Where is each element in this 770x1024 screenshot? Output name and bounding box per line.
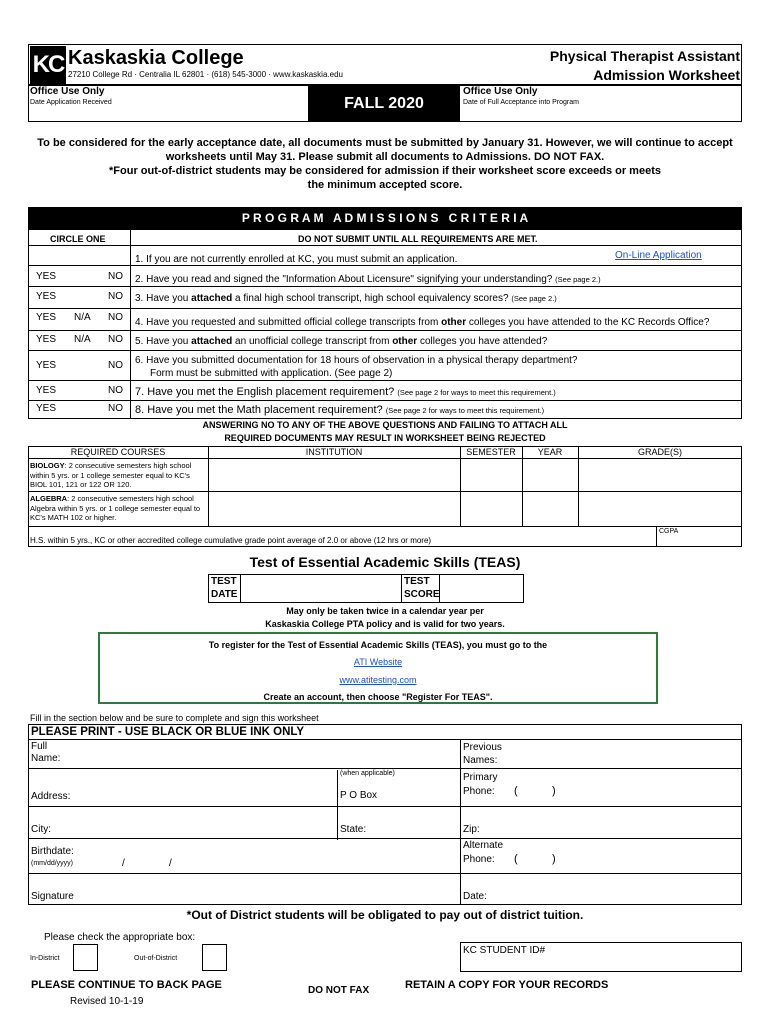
q6-no[interactable]: NO — [108, 360, 123, 371]
office-use-left-label: Office Use Only — [30, 86, 105, 97]
question-4: 4. Have you requested and submitted official college transcripts from other colleges you have attended to the KC Records Office? — [135, 317, 710, 328]
q7-yes[interactable]: YES — [36, 385, 57, 396]
q8-yes[interactable]: YES — [36, 403, 57, 414]
out-of-district-notice: *Out of District students will be obligated to pay out of district tuition. — [186, 908, 584, 922]
question-2: 2. Have you read and signed the "Information About Licensure" signifying your understanding? (See page 2.) — [135, 274, 601, 285]
primary-phone-label-1: Primary — [463, 772, 498, 783]
do-not-submit-header: DO NOT SUBMIT UNTIL ALL REQUIREMENTS ARE MET. — [298, 234, 538, 244]
po-box-label: P O Box — [340, 790, 378, 801]
circle-one-header: CIRCLE ONE — [50, 234, 106, 244]
question-6-line-2: Form must be submitted with application. (See page 2) — [150, 368, 393, 379]
q5-no[interactable]: NO — [108, 334, 123, 345]
question-1: 1. If you are not currently enrolled at KC, you must submit an application. — [135, 254, 458, 265]
form-title-1: Physical Therapist Assistant — [549, 48, 740, 64]
q4-yes[interactable]: YES — [36, 312, 57, 323]
out-of-district-checkbox[interactable] — [202, 944, 227, 971]
ati-website-link[interactable]: ATI Website — [353, 657, 403, 667]
primary-phone-paren-open: ( — [514, 785, 518, 797]
signature-label: Signature — [31, 891, 74, 902]
birthdate-input[interactable] — [90, 840, 458, 872]
ati-url-link[interactable]: www.atitesting.com — [339, 675, 417, 685]
state-input[interactable] — [370, 808, 458, 837]
student-id-label: KC STUDENT ID# — [463, 945, 546, 956]
q6-yes[interactable]: YES — [36, 360, 57, 371]
in-district-checkbox[interactable] — [73, 944, 98, 971]
q5-yes[interactable]: YES — [36, 334, 57, 345]
criteria-banner: P R O G R A M A D M I S S I O N S C R I T E R I A — [28, 207, 742, 229]
revised-date: Revised 10-1-19 — [70, 996, 144, 1007]
intro-line-2: worksheets until May 31. Please submit all documents to Admissions. DO NOT FAX. — [165, 151, 605, 163]
when-applicable-note: (when applicable) — [340, 770, 395, 777]
previous-names-input[interactable] — [505, 740, 740, 767]
question-3: 3. Have you attached a final high school transcript, high school equivalency scores? (See page 2.) — [135, 293, 557, 304]
alternate-phone-label-2: Phone: — [463, 854, 495, 865]
full-name-label-1: Full — [31, 741, 48, 752]
city-input[interactable] — [60, 808, 335, 837]
birthdate-slash-1: / — [122, 858, 125, 869]
zip-label: Zip: — [463, 824, 480, 835]
continue-back-page: PLEASE CONTINUE TO BACK PAGE — [31, 979, 222, 991]
test-score-label-1: TEST — [404, 576, 430, 587]
college-address: 27210 College Rd · Centralia IL 62801 · (618) 545-3000 · www.kaskaskia.edu — [68, 70, 343, 79]
college-name: Kaskaskia College — [68, 47, 244, 69]
col-grades: GRADE(S) — [637, 447, 682, 457]
algebra-requirement: ALGEBRA: 2 consecutive semesters high school Algebra within 5 yrs. or 1 college semester equal to KC's MATH 102 or higher. — [30, 494, 201, 522]
q4-na[interactable]: N/A — [74, 312, 91, 323]
alternate-phone-paren-open: ( — [514, 853, 518, 865]
q8-no[interactable]: NO — [108, 403, 123, 414]
date-received-field[interactable]: Date Application Received — [30, 99, 112, 106]
in-district-label: In-District — [30, 955, 60, 962]
birthdate-format: (mm/dd/yyyy) — [31, 860, 73, 867]
ati-website-row — [98, 657, 658, 667]
q4-no[interactable]: NO — [108, 312, 123, 323]
gpa-requirement: H.S. within 5 yrs., KC or other accredited college cumulative grade point average of 2.0 or above (12 hrs or more) — [30, 536, 432, 545]
date-label: Date: — [463, 891, 487, 902]
teas-title: Test of Essential Academic Skills (TEAS) — [249, 554, 521, 570]
previous-names-label-2: Names: — [463, 755, 498, 766]
q3-no[interactable]: NO — [108, 291, 123, 302]
birthdate-slash-2: / — [169, 858, 172, 869]
col-institution: INSTITUTION — [305, 447, 363, 457]
do-not-fax: DO NOT FAX — [308, 985, 370, 996]
question-7: 7. Have you met the English placement requirement? (See page 2 for ways to meet this requirement.) — [135, 386, 556, 398]
check-box-instructions: Please check the appropriate box: — [44, 932, 196, 943]
question-6-line-1: 6. Have you submitted documentation for 18 hours of observation in a physical therapy department? — [135, 355, 578, 366]
primary-phone-label-2: Phone: — [463, 786, 495, 797]
print-instructions: PLEASE PRINT - USE BLACK OR BLUE INK ONLY — [31, 726, 305, 738]
warning-line-1: ANSWERING NO TO ANY OF THE ABOVE QUESTIONS AND FAILING TO ATTACH ALL — [202, 420, 568, 430]
previous-names-label-1: Previous — [463, 742, 502, 753]
test-score-label-2: SCORE — [404, 589, 440, 600]
birthdate-label: Birthdate: — [31, 846, 74, 857]
q5-na[interactable]: N/A — [74, 334, 91, 345]
q7-no[interactable]: NO — [108, 385, 123, 396]
primary-phone-input[interactable] — [505, 770, 740, 805]
q3-yes[interactable]: YES — [36, 291, 57, 302]
fill-instructions: Fill in the section below and be sure to complete and sign this worksheet — [30, 713, 319, 723]
retain-copy: RETAIN A COPY FOR YOUR RECORDS — [405, 979, 609, 991]
alternate-phone-paren-close: ) — [552, 853, 556, 865]
biology-requirement: BIOLOGY: 2 consecutive semesters high school within 5 yrs. or 1 college semester equal to KC's BIOL 101, 121 or 122 OR 120. — [30, 461, 192, 489]
warning-line-2: REQUIRED DOCUMENTS MAY RESULT IN WORKSHEET BEING REJECTED — [224, 433, 546, 443]
ati-url-row — [98, 675, 658, 685]
date-input[interactable] — [492, 875, 740, 904]
col-semester: SEMESTER — [466, 447, 516, 457]
test-date-label-2: DATE — [211, 589, 238, 600]
term-banner: FALL 2020 — [308, 84, 460, 122]
teas-create-account: Create an account, then choose "Register For TEAS". — [263, 692, 493, 702]
col-year: YEAR — [537, 447, 563, 457]
date-acceptance-field[interactable]: Date of Full Acceptance into Program — [463, 99, 579, 106]
intro-line-3: *Four out-of-district students may be considered for admission if their worksheet score exceeds or meets — [109, 165, 661, 177]
question-5: 5. Have you attached an unofficial college transcript from other colleges you have attended? — [135, 336, 548, 347]
teas-note-1: May only be taken twice in a calendar year per — [286, 606, 484, 616]
kc-logo: KC — [30, 46, 66, 84]
intro-line-4: the minimum accepted score. — [307, 179, 463, 191]
q2-yes[interactable]: YES — [36, 271, 57, 282]
test-date-input[interactable] — [241, 575, 400, 602]
test-score-input[interactable] — [440, 575, 523, 602]
zip-input[interactable] — [485, 808, 740, 837]
city-label: City: — [31, 824, 51, 835]
primary-phone-paren-close: ) — [552, 785, 556, 797]
full-name-input[interactable] — [70, 740, 458, 767]
address-label: Address: — [31, 791, 71, 802]
intro-line-1: To be considered for the early acceptance date, all documents must be submitted by January 31. However, we will continue to accept — [37, 137, 733, 149]
alternate-phone-label-1: Alternate — [463, 840, 504, 851]
teas-register-text: To register for the Test of Essential Academic Skills (TEAS), you must go to the — [208, 640, 548, 650]
q2-no[interactable]: NO — [108, 271, 123, 282]
teas-note-2: Kaskaskia College PTA policy and is valid for two years. — [265, 619, 505, 629]
question-8: 8. Have you met the Math placement requirement? (See page 2 for ways to meet this requirement.) — [135, 404, 545, 416]
signature-input[interactable] — [80, 875, 458, 904]
cgpa-field[interactable]: CGPA — [659, 528, 679, 535]
form-title-2: Admission Worksheet — [593, 67, 740, 83]
out-of-district-label: Out-of-District — [134, 955, 178, 962]
state-label: State: — [340, 824, 367, 835]
full-name-label-2: Name: — [31, 753, 61, 764]
test-date-label-1: TEST — [211, 576, 237, 587]
online-application-link[interactable]: On-Line Application — [615, 250, 702, 261]
col-required-courses: REQUIRED COURSES — [70, 447, 166, 457]
alternate-phone-input[interactable] — [505, 840, 740, 872]
office-use-right-label: Office Use Only — [463, 86, 538, 97]
address-input[interactable] — [80, 778, 335, 805]
